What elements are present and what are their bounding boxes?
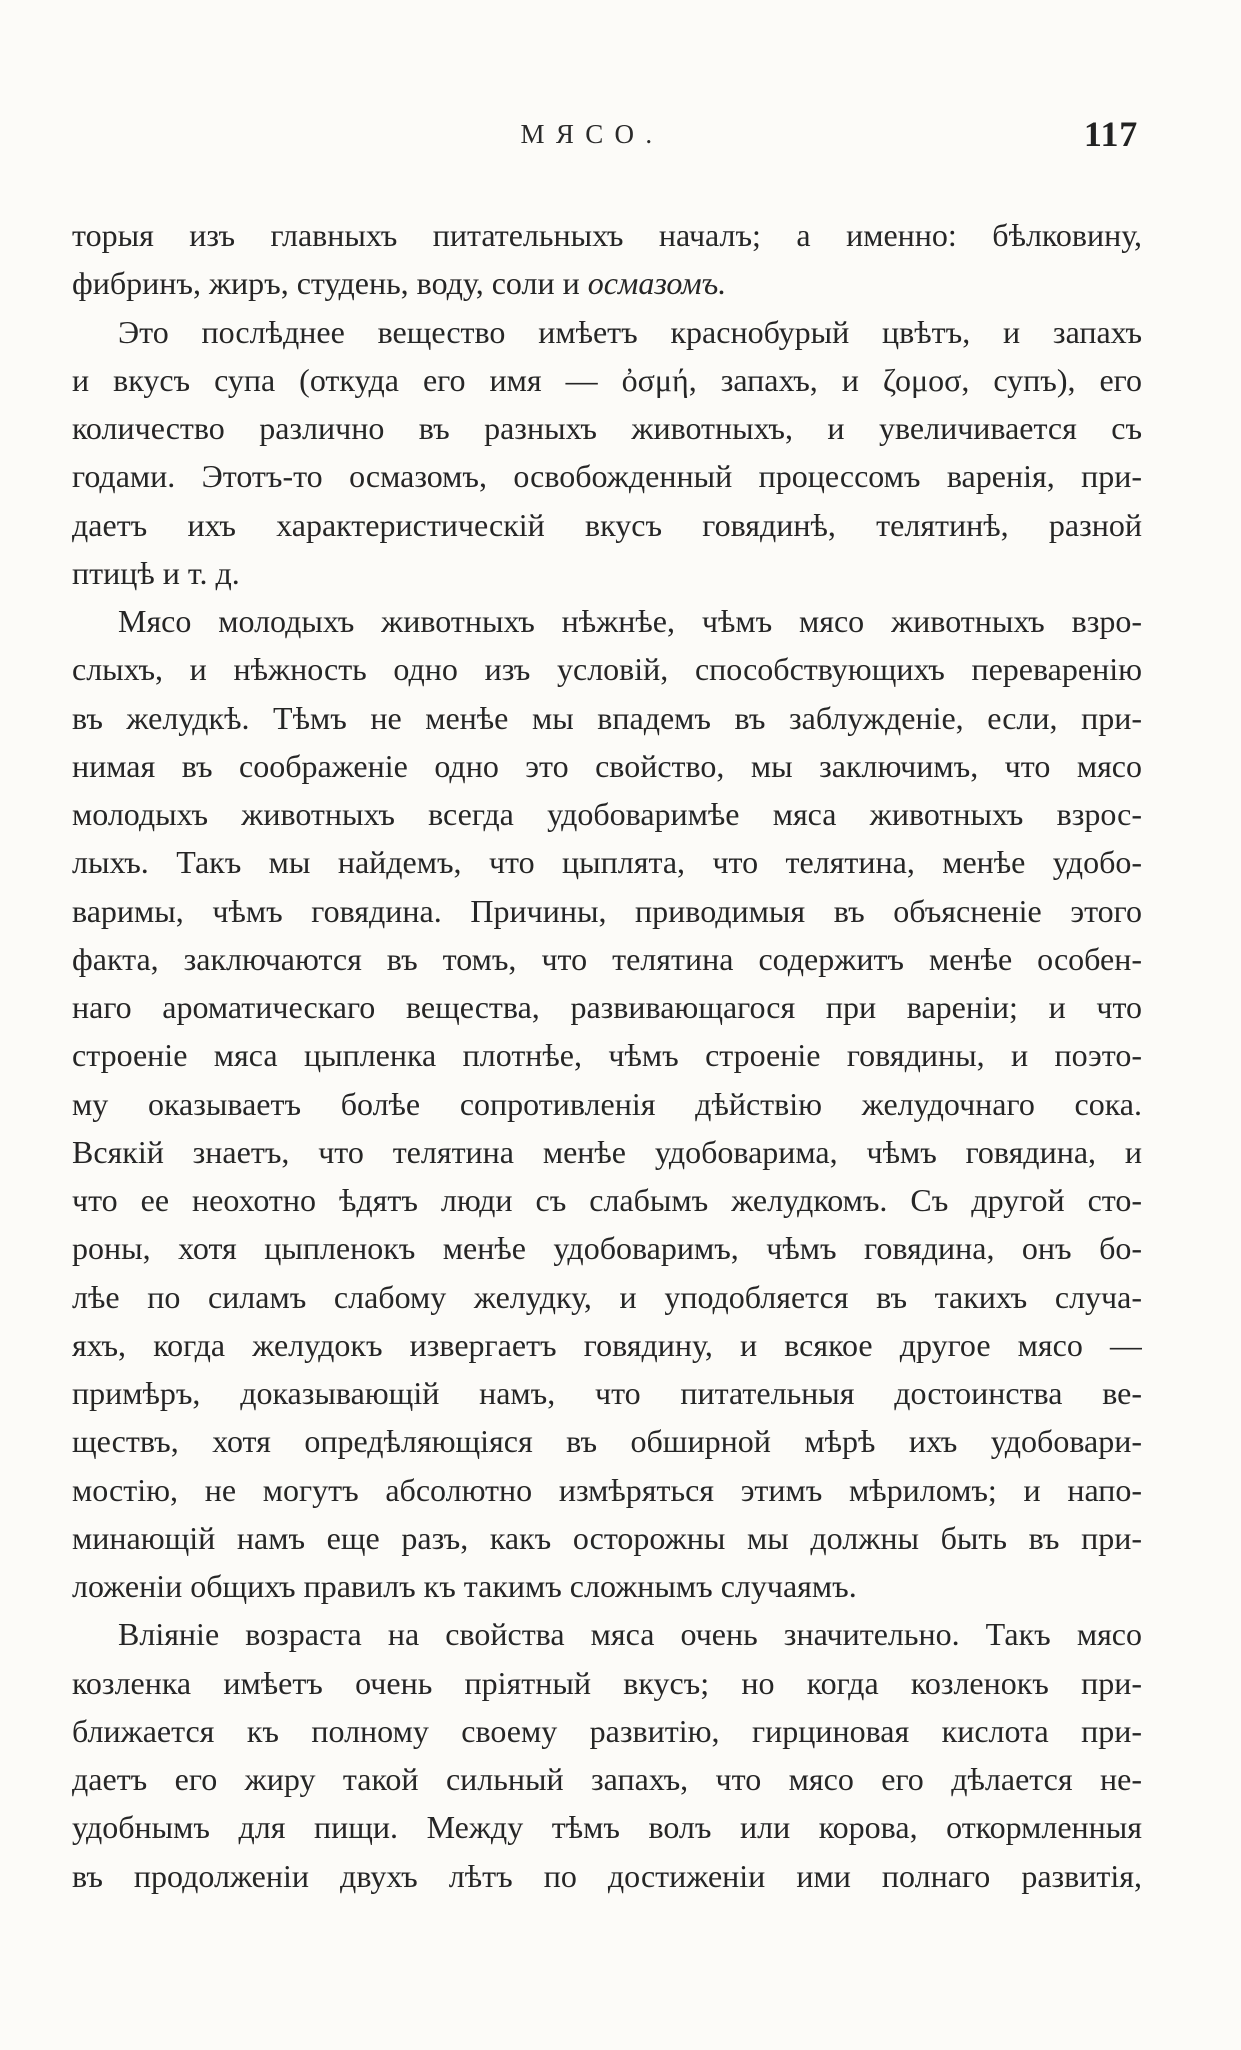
line-text: лѣе по силамъ слабому желудку, и уподобляется въ такихъ случа- (72, 1278, 1142, 1315)
text-line (72, 1466, 1142, 1514)
line-text: и вкусъ супа (откуда его имя — ὀσμή, запахъ, и ζομοσ, супъ), его (72, 361, 1142, 398)
text-line (72, 259, 1142, 307)
text-line (72, 1610, 1142, 1658)
text-line (72, 1321, 1142, 1369)
line-text: количество различно въ разныхъ животныхъ, и увеличивается съ (72, 410, 1142, 446)
text-line (72, 935, 1142, 983)
line-text: фибринъ, жиръ, студень, воду, соли и (72, 265, 588, 302)
text-line (72, 1369, 1142, 1417)
text-line (72, 1803, 1142, 1851)
text-line (72, 1755, 1142, 1803)
line-text: Вліяніе возраста на свойства мяса очень значительно. Такъ мясо (118, 1616, 1142, 1653)
line-text: мостію, не могутъ абсолютно измѣряться этимъ мѣриломъ; и напо- (72, 1471, 1142, 1508)
line-text: что ее неохотно ѣдятъ люди съ слабымъ желудкомъ. Съ другой сто- (72, 1182, 1142, 1218)
line-text: варимы, чѣмъ говядина. Причины, приводимыя въ объясненіе этого (72, 892, 1142, 929)
line-text: слыхъ, и нѣжность одно изъ условій, способствующихъ переваренію (72, 651, 1142, 688)
text-line (72, 1417, 1142, 1465)
line-text: минающій намъ еще разъ, какъ осторожны мы должны быть въ при- (72, 1519, 1142, 1556)
text-line (72, 211, 1142, 259)
line-text: годами. Этотъ-то осмазомъ, освобожденный процессомъ варенія, при- (72, 458, 1142, 495)
line-text: строеніе мяса цыпленка плотнѣе, чѣмъ строеніе говядины, и поэто- (72, 1037, 1142, 1074)
line-text: яхъ, когда желудокъ извергаетъ говядину, и всякое другое мясо — (72, 1326, 1142, 1363)
paragraph (72, 308, 1142, 598)
text-line (72, 501, 1142, 549)
text-line (72, 983, 1142, 1031)
running-head (72, 112, 1142, 156)
text-line (72, 1080, 1142, 1128)
text-line (72, 887, 1142, 935)
text-body (72, 211, 1142, 1900)
text-line (72, 404, 1142, 452)
line-text: Всякій знаетъ, что телятина менѣе удобоварима, чѣмъ говядина, и (72, 1133, 1142, 1170)
line-text: даетъ ихъ характеристическій вкусъ говядинѣ, телятинѣ, разной (72, 506, 1142, 543)
line-text: въ желудкѣ. Тѣмъ не менѣе мы впадемъ въ заблужденіе, если, при- (72, 699, 1142, 736)
page-number: 117 (1083, 114, 1138, 154)
line-text: въ продолженіи двухъ лѣтъ по достиженіи ими полнаго развитія, (72, 1857, 1142, 1894)
text-line (72, 308, 1142, 356)
line-text: примѣръ, доказывающій намъ, что питательныя достоинства ве- (72, 1375, 1142, 1411)
line-text: ществъ, хотя опредѣляющіяся въ обширной мѣрѣ ихъ удобовари- (72, 1423, 1142, 1460)
line-text: молодыхъ животныхъ всегда удобоваримѣе мяса животныхъ взрос- (72, 796, 1142, 832)
line-text: даетъ его жиру такой сильный запахъ, что мясо его дѣлается не- (72, 1761, 1142, 1797)
text-line (72, 694, 1142, 742)
text-line (72, 1273, 1142, 1321)
text-line (72, 1031, 1142, 1079)
line-text: удобнымъ для пищи. Между тѣмъ волъ или корова, откормленныя (72, 1809, 1142, 1846)
text-line (72, 452, 1142, 500)
text-line (72, 1562, 1142, 1610)
text-line (72, 838, 1142, 886)
text-line (72, 1659, 1142, 1707)
paragraph (72, 1610, 1142, 1900)
paragraph (72, 211, 1142, 308)
line-text: ближается къ полному своему развитію, гирциновая кислота при- (72, 1712, 1142, 1749)
line-text: торыя изъ главныхъ питательныхъ началъ; а именно: бѣлковину, (72, 217, 1142, 253)
text-line (72, 1852, 1142, 1900)
text-line (72, 1128, 1142, 1176)
text-line (72, 1514, 1142, 1562)
text-line (72, 1707, 1142, 1755)
paragraph (72, 597, 1142, 1610)
line-text: факта, заключаются въ томъ, что телятина содержитъ менѣе особен- (72, 940, 1142, 977)
text-line (72, 1224, 1142, 1272)
text-line (72, 790, 1142, 838)
line-text: наго ароматическаго вещества, развивающагося при вареніи; и что (72, 989, 1142, 1025)
line-text: козленка имѣетъ очень пріятный вкусъ; но когда козленокъ при- (72, 1664, 1142, 1701)
text-line (72, 597, 1142, 645)
running-title: МЯСО. (520, 119, 664, 149)
italic-term: осмазомъ. (587, 265, 727, 302)
line-text: нимая въ соображеніе одно это свойство, мы заключимъ, что мясо (72, 747, 1142, 784)
line-text: роны, хотя цыпленокъ менѣе удобоваримъ, чѣмъ говядина, онъ бо- (72, 1230, 1142, 1267)
line-text: му оказываетъ болѣе сопротивленія дѣйствію желудочнаго сока. (72, 1085, 1142, 1122)
text-line (72, 356, 1142, 404)
line-text: лыхъ. Такъ мы найдемъ, что цыплята, что телятина, менѣе удобо- (72, 844, 1142, 881)
line-text: птицѣ и т. д. (72, 554, 240, 591)
text-line (72, 645, 1142, 693)
line-text: Мясо молодыхъ животныхъ нѣжнѣе, чѣмъ мясо животныхъ взро- (118, 603, 1142, 639)
line-text: ложеніи общихъ правилъ къ такимъ сложнымъ случаямъ. (72, 1568, 857, 1604)
text-line (72, 742, 1142, 790)
text-line (72, 549, 1142, 597)
line-text: Это послѣднее вещество имѣетъ краснобурый цвѣтъ, и запахъ (118, 313, 1142, 350)
text-line (72, 1176, 1142, 1224)
